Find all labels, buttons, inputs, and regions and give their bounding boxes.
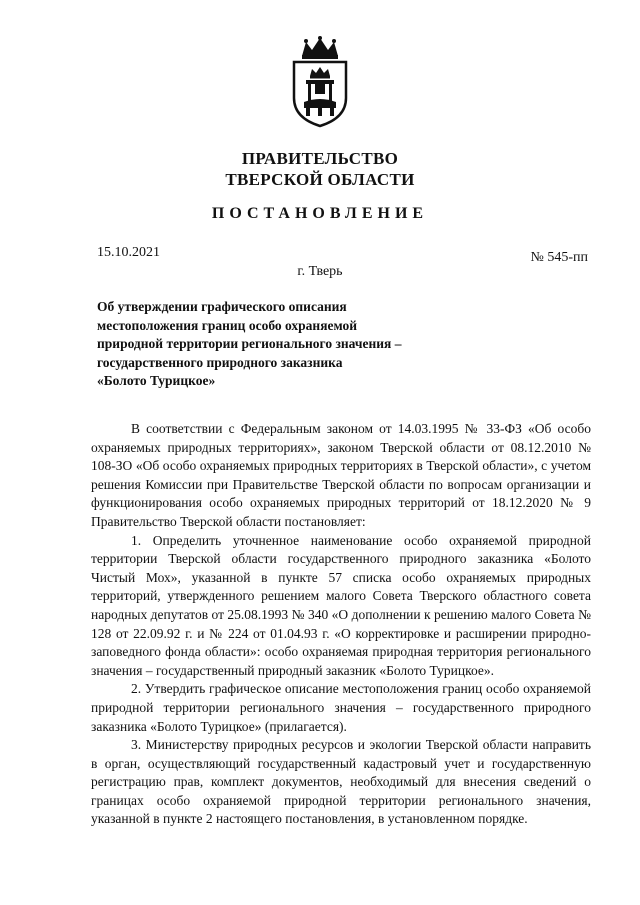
subject-line: местоположения границ особо охраняемой (97, 317, 358, 333)
item-1-paragraph: 1. Определить уточненное наименование особо охраняемой природной территории Тверской области государственного природного заказника «Болото Чистый Мох», указанной в пункте 57 списка особо охраняемых природных территорий, утвержденного решением малого Совета Тверского областного совета народных депутатов от 25.08.1993 № 340 «О дополнении к решению малого Совета № 128 от 22.09.92 г. и № 224 от 01.04.93 г. «О корректировке и расширении природно-заповедного фонда области»: особо охраняемая природная территория регионального значения – государственный природный заказник «Болото Турицкое». (91, 532, 591, 678)
coat-of-arms-icon (288, 36, 352, 128)
item-3-paragraph: 3. Министерству природных ресурсов и экологии Тверской области направить в орган, осуществляющий государственный кадастровый учет и государственную регистрацию прав, комплект документов, необходимый для внесения сведений о границах особо охраняемой природной территории регионального значения, указанной в пункте 2 настоящего постановления, в установленном порядке. (91, 737, 591, 827)
subject-line: природной территории регионального значения – (97, 336, 402, 351)
government-title-line2: ТВЕРСКОЙ ОБЛАСТИ (225, 170, 415, 189)
government-title-line1: ПРАВИТЕЛЬСТВО (241, 149, 399, 168)
document-city: г. Тверь (297, 264, 343, 279)
item-2-paragraph: 2. Утвердить графическое описание местоположения границ особо охраняемой природной территории регионального значения – государственного природного заказника «Болото Турицкое» (прилагается). (91, 681, 591, 734)
document-body (91, 420, 591, 829)
subject-line: государственного природного заказника (97, 354, 343, 370)
government-title (0, 148, 640, 190)
document-subject (97, 298, 457, 391)
preamble-paragraph: В соответствии с Федеральным законом от 14.03.1995 № 33-ФЗ «Об особо охраняемых природных территориях», законом Тверской области от 08.12.2010 № 108-ЗО «Об особо охраняемых природных территориях в Тверской области», с учетом решения Комиссии при Правительстве Тверской области по вопросам организации и функционирования особо охраняемых природных территорий от 18.12.2020 № 9 Правительство Тверской области постановляет: (91, 421, 591, 529)
subject-line: Об утверждении графического описания (97, 299, 347, 314)
document-type: ПОСТАНОВЛЕНИЕ (211, 205, 429, 222)
document-date: 15.10.2021 (97, 245, 160, 260)
subject-line: «Болото Турицкое» (97, 373, 216, 388)
document-number: № 545-пп (530, 250, 588, 265)
